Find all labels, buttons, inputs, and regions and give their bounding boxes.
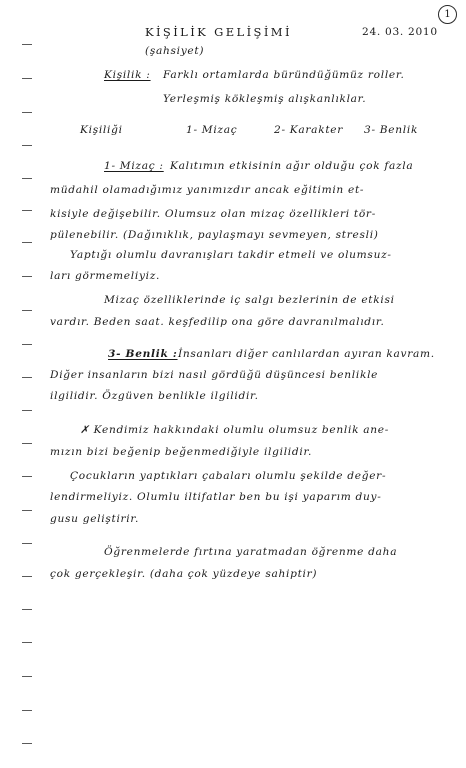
component-item: 1- Mizaç <box>186 124 238 136</box>
mizac-line: Mizaç özelliklerinde iç salgı bezlerinin de etkisi <box>104 294 395 306</box>
margin-tick <box>22 510 32 511</box>
margin-tick <box>22 210 32 211</box>
margin-tick <box>22 44 32 45</box>
margin-tick <box>22 310 32 311</box>
benlik-line: Öğrenmelerde fırtına yaratmadan öğrenme daha <box>104 546 398 558</box>
page-date: 24. 03. 2010 <box>362 26 438 38</box>
benlik-line: mızın bizi beğenip beğenmediğiyle ilgilidir. <box>50 446 313 458</box>
benlik-line: lendirmeliyiz. Olumlu iltifatlar ben bu işi yaparım duy- <box>50 491 382 503</box>
mizac-line: müdahil olamadığımız yanımızdır ancak eğitimin et- <box>50 184 365 196</box>
margin-tick <box>22 112 32 113</box>
margin-tick <box>22 710 32 711</box>
benlik-line: İnsanları diğer canlılardan ayıran kavram. <box>178 348 435 360</box>
benlik-line: gusu geliştirir. <box>50 513 140 525</box>
margin-tick <box>22 410 32 411</box>
definition-label: Kişilik : <box>104 69 151 81</box>
page-title: KİŞİLİK GELİŞİMİ <box>145 25 292 39</box>
margin-tick <box>22 543 32 544</box>
mizac-line: kisiyle değişebilir. Olumsuz olan mizaç özellikleri tör- <box>50 208 376 220</box>
margin-tick <box>22 178 32 179</box>
component-item: 2- Karakter <box>274 124 344 136</box>
margin-tick <box>22 276 32 277</box>
margin-tick <box>22 377 32 378</box>
margin-tick <box>22 476 32 477</box>
definition-line: Farklı ortamlarda büründüğümüz roller. <box>163 69 405 81</box>
mizac-line: Yaptığı olumlu davranışları takdir etmeli ve olumsuz- <box>70 249 392 261</box>
margin-tick <box>22 145 32 146</box>
margin-tick <box>22 443 32 444</box>
margin-tick <box>22 576 32 577</box>
component-item: 3- Benlik <box>364 124 419 136</box>
margin-tick <box>22 676 32 677</box>
definition-line: Yerleşmiş kökleşmiş alışkanlıklar. <box>163 93 367 105</box>
benlik-line: Diğer insanların bizi nasıl gördüğü düşüncesi benlikle <box>50 369 379 381</box>
margin-tick <box>22 78 32 79</box>
margin-tick <box>22 344 32 345</box>
benlik-line: çok gerçekleşir. (daha çok yüzdeye sahiptir) <box>50 568 318 580</box>
margin-tick <box>22 242 32 243</box>
mizac-line: vardır. Beden saat. keşfedilip ona göre davranılmalıdır. <box>50 316 385 328</box>
page-subtitle: (şahsiyet) <box>145 45 205 57</box>
page-number: 1 <box>438 5 457 24</box>
mizac-heading: 1- Mizaç : <box>104 160 164 172</box>
benlik-line: ✗ Kendimiz hakkındaki olumlu olumsuz benlik ane- <box>80 424 390 436</box>
benlik-heading: 3- Benlik : <box>108 348 178 360</box>
mizac-line: Kalıtımın etkisinin ağır olduğu çok fazla <box>170 160 414 172</box>
benlik-line: Çocukların yaptıkları çabaları olumlu şekilde değer- <box>70 470 387 482</box>
mizac-line: pülenebilir. (Dağınıklık, paylaşmayı sevmeyen, stresli) <box>50 229 379 241</box>
margin-tick <box>22 609 32 610</box>
margin-tick <box>22 743 32 744</box>
margin-tick <box>22 642 32 643</box>
components-label: Kişiliği <box>80 124 123 136</box>
mizac-line: ları görmemeliyiz. <box>50 270 161 282</box>
benlik-line: ilgilidir. Özgüven benlikle ilgilidir. <box>50 390 259 402</box>
